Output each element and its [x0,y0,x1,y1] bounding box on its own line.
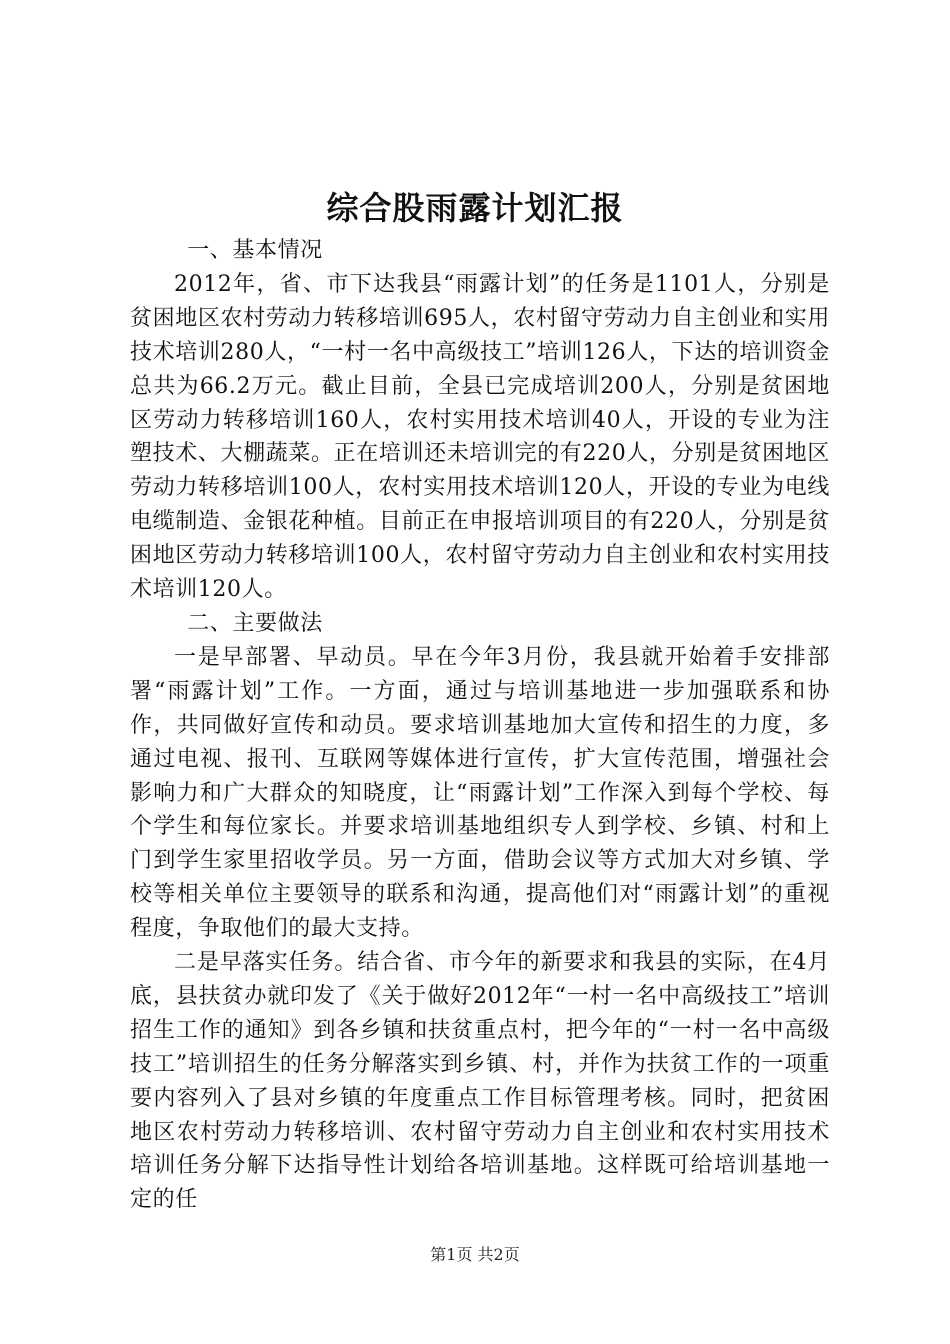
document-title: 综合股雨露计划汇报 [326,189,624,227]
paragraph-early-deployment: 一是早部署、早动员。早在今年3月份，我县就开始着手安排部署“雨露计划”工作。一方面，通过与培训基地进一步加强联系和协作，共同做好宣传和动员。要求培训基地加大宣传和招生的力度，多通过电视、报刊、互联网等媒体进行宣传，扩大宣传范围，增强社会影响力和广大群众的知晓度，让“雨露计划”工作深入到每个学校、每个学生和每位家长。并要求培训基地组织专人到学校、乡镇、村和上门到学生家里招收学员。另一方面，借助会议等方式加大对乡镇、学校等相关单位主要领导的联系和沟通，提高他们对“雨露计划”的重视程度，争取他们的最大支持。 [130,644,830,942]
document-body [130,234,830,1217]
paragraph-basic-situation: 2012年，省、市下达我县“雨露计划”的任务是1101人，分别是贫困地区农村劳动力转移培训695人，农村留守劳动力自主创业和实用技术培训280人，“一村一名中高级技工”培训126人，下达的培训资金总共为66.2万元。截止目前，全县已完成培训200人，分别是贫困地区劳动力转移培训160人，农村实用技术培训40人，开设的专业为注塑技术、大棚蔬菜。正在培训还未培训完的有220人，分别是贫困地区劳动力转移培训100人，农村实用技术培训120人，开设的专业为电线电缆制造、金银花种植。目前正在申报培训项目的有220人，分别是贫困地区劳动力转移培训100人，农村留守劳动力自主创业和农村实用技术培训120人。 [130,271,830,603]
section-heading-main-practices: 二、主要做法 [187,610,323,636]
section-heading-basic-situation: 一、基本情况 [187,238,323,263]
paragraph-early-implementation: 二是早落实任务。结合省、市今年的新要求和我县的实际，在4月底，县扶贫办就印发了《关于做好2012年“一村一名中高级技工”培训招生工作的通知》到各乡镇和扶贫重点村，把今年的“一村一名中高级技工”培训招生的任务分解落实到乡镇、村，并作为扶贫工作的一项重要内容列入了县对乡镇的年度重点工作目标管理考核。同时，把贫困地区农村劳动力转移培训、农村留守劳动力自主创业和农村实用技术培训任务分解下达指导性计划给各培训基地。这样既可给培训基地一定的任 [130,950,830,1213]
page-number-footer: 第1页 共2页 [430,1245,520,1264]
